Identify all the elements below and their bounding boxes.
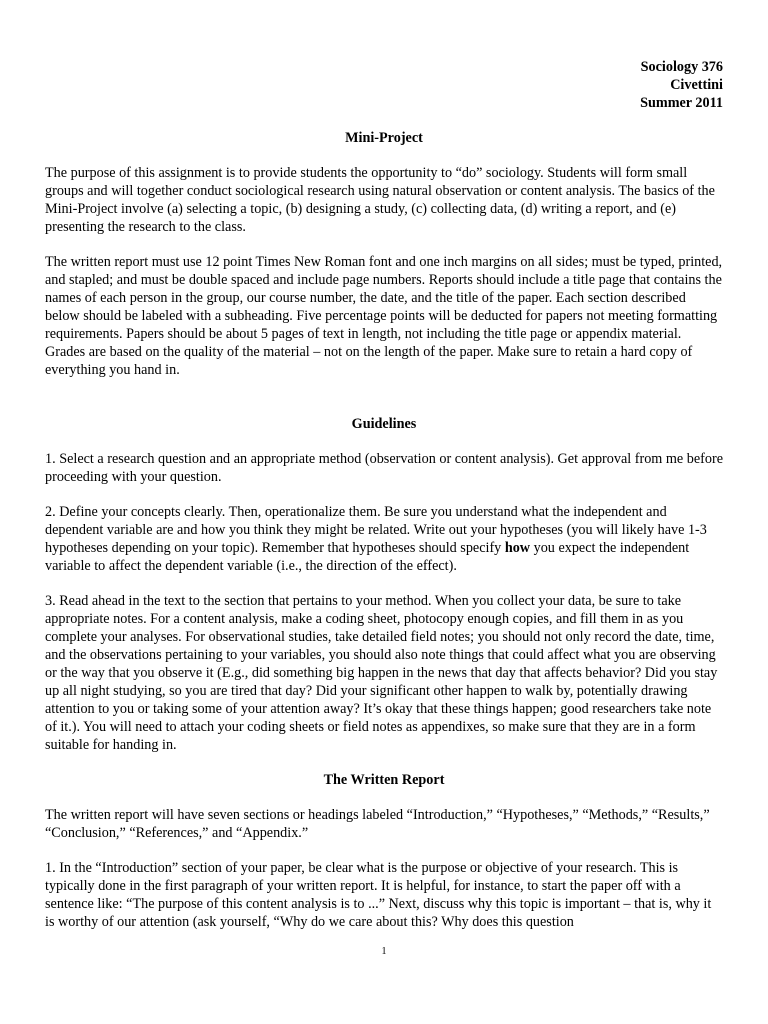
guideline-item-3: 3. Read ahead in the text to the section that pertains to your method. When you collect your data, be sure to take appropriate notes. For a content analysis, make a coding sheet, photocopy enough copies, and fill them in as you complete your analyses. For observational studies, take detailed field notes; you should not only record the date, time, and the observations pertaining to your variables, you should also note things that could affect what you are observing or the way that you observe it (E.g., did something big happen in the news that day that affects behavior? Did you stay up all night studying, so you are tired that day? Did your significant other happen to walk by, potentially drawing attention to you or taking some of your attention away? It’s okay that these things happen; good researchers take note of it.). You will need to attach your coding sheets or field notes as appendixes, so make sure that they are in a form suitable for handing in. [45,593,718,753]
guideline-item-2-text-b: you expect the independent variable to affect the dependent variable (i.e., the direction of the effect). [45,540,690,574]
instructor-name: Civettini [670,77,723,93]
guideline-item-2-text-a: 2. Define your concepts clearly. Then, operationalize them. Be sure you understand what the independent and dependent variable are and how you think they might be related. Write out your hypotheses (you will likely have 1-3 hypotheses depending on your topic). Remember that hypotheses should specify [45,504,707,556]
guideline-item-2-emphasis: how [504,540,531,556]
course-label: Sociology 376 [640,59,723,75]
guidelines-heading: Guidelines [351,416,417,432]
intro-paragraph-1: The purpose of this assignment is to provide students the opportunity to “do” sociology. Students will form small groups and will together conduct sociological research using natural observation or content analysis. The basics of the Mini-Project involve (a) selecting a topic, (b) designing a study, (c) collecting data, (d) writing a report, and (e) presenting the research to the class. [45,165,715,235]
document-page [45,58,723,931]
intro-paragraph-2: The written report must use 12 point Times New Roman font and one inch margins on all sides; must be typed, printed, and stapled; and must be double spaced and include page numbers. Reports should include a title page that contains the names of each person in the group, our course number, the date, and the title of the paper. Each section described below should be labeled with a subheading. Five percentage points will be deducted for papers not meeting formatting requirements. Papers should be about 5 pages of text in length, not including the title page or appendix material. Grades are based on the quality of the material – not on the length of the paper. Make sure to retain a hard copy of everything you hand in. [45,254,723,378]
guideline-item-2 [45,503,723,575]
document-header [45,58,723,112]
written-report-heading: The Written Report [323,772,445,788]
document-title: Mini-Project [345,130,423,146]
page-number: 1 [381,946,387,957]
written-report-item-1: 1. In the “Introduction” section of your paper, be clear what is the purpose or objective of your research. This is typically done in the first paragraph of your written report. It is helpful, for instance, to start the paper off with a sentence like: “The purpose of this content analysis is to ...” Next, discuss why this topic is important – that is, why it is worthy of our attention (ask yourself, “Why do we care about this? Why does this question [45,860,712,930]
term-label: Summer 2011 [640,95,723,111]
written-report-paragraph-1: The written report will have seven sections or headings labeled “Introduction,” “Hypotheses,” “Methods,” “Results,” “Conclusion,” “References,” and “Appendix.” [45,807,710,841]
guideline-item-1: 1. Select a research question and an appropriate method (observation or content analysis). Get approval from me before proceeding with your question. [45,451,723,485]
